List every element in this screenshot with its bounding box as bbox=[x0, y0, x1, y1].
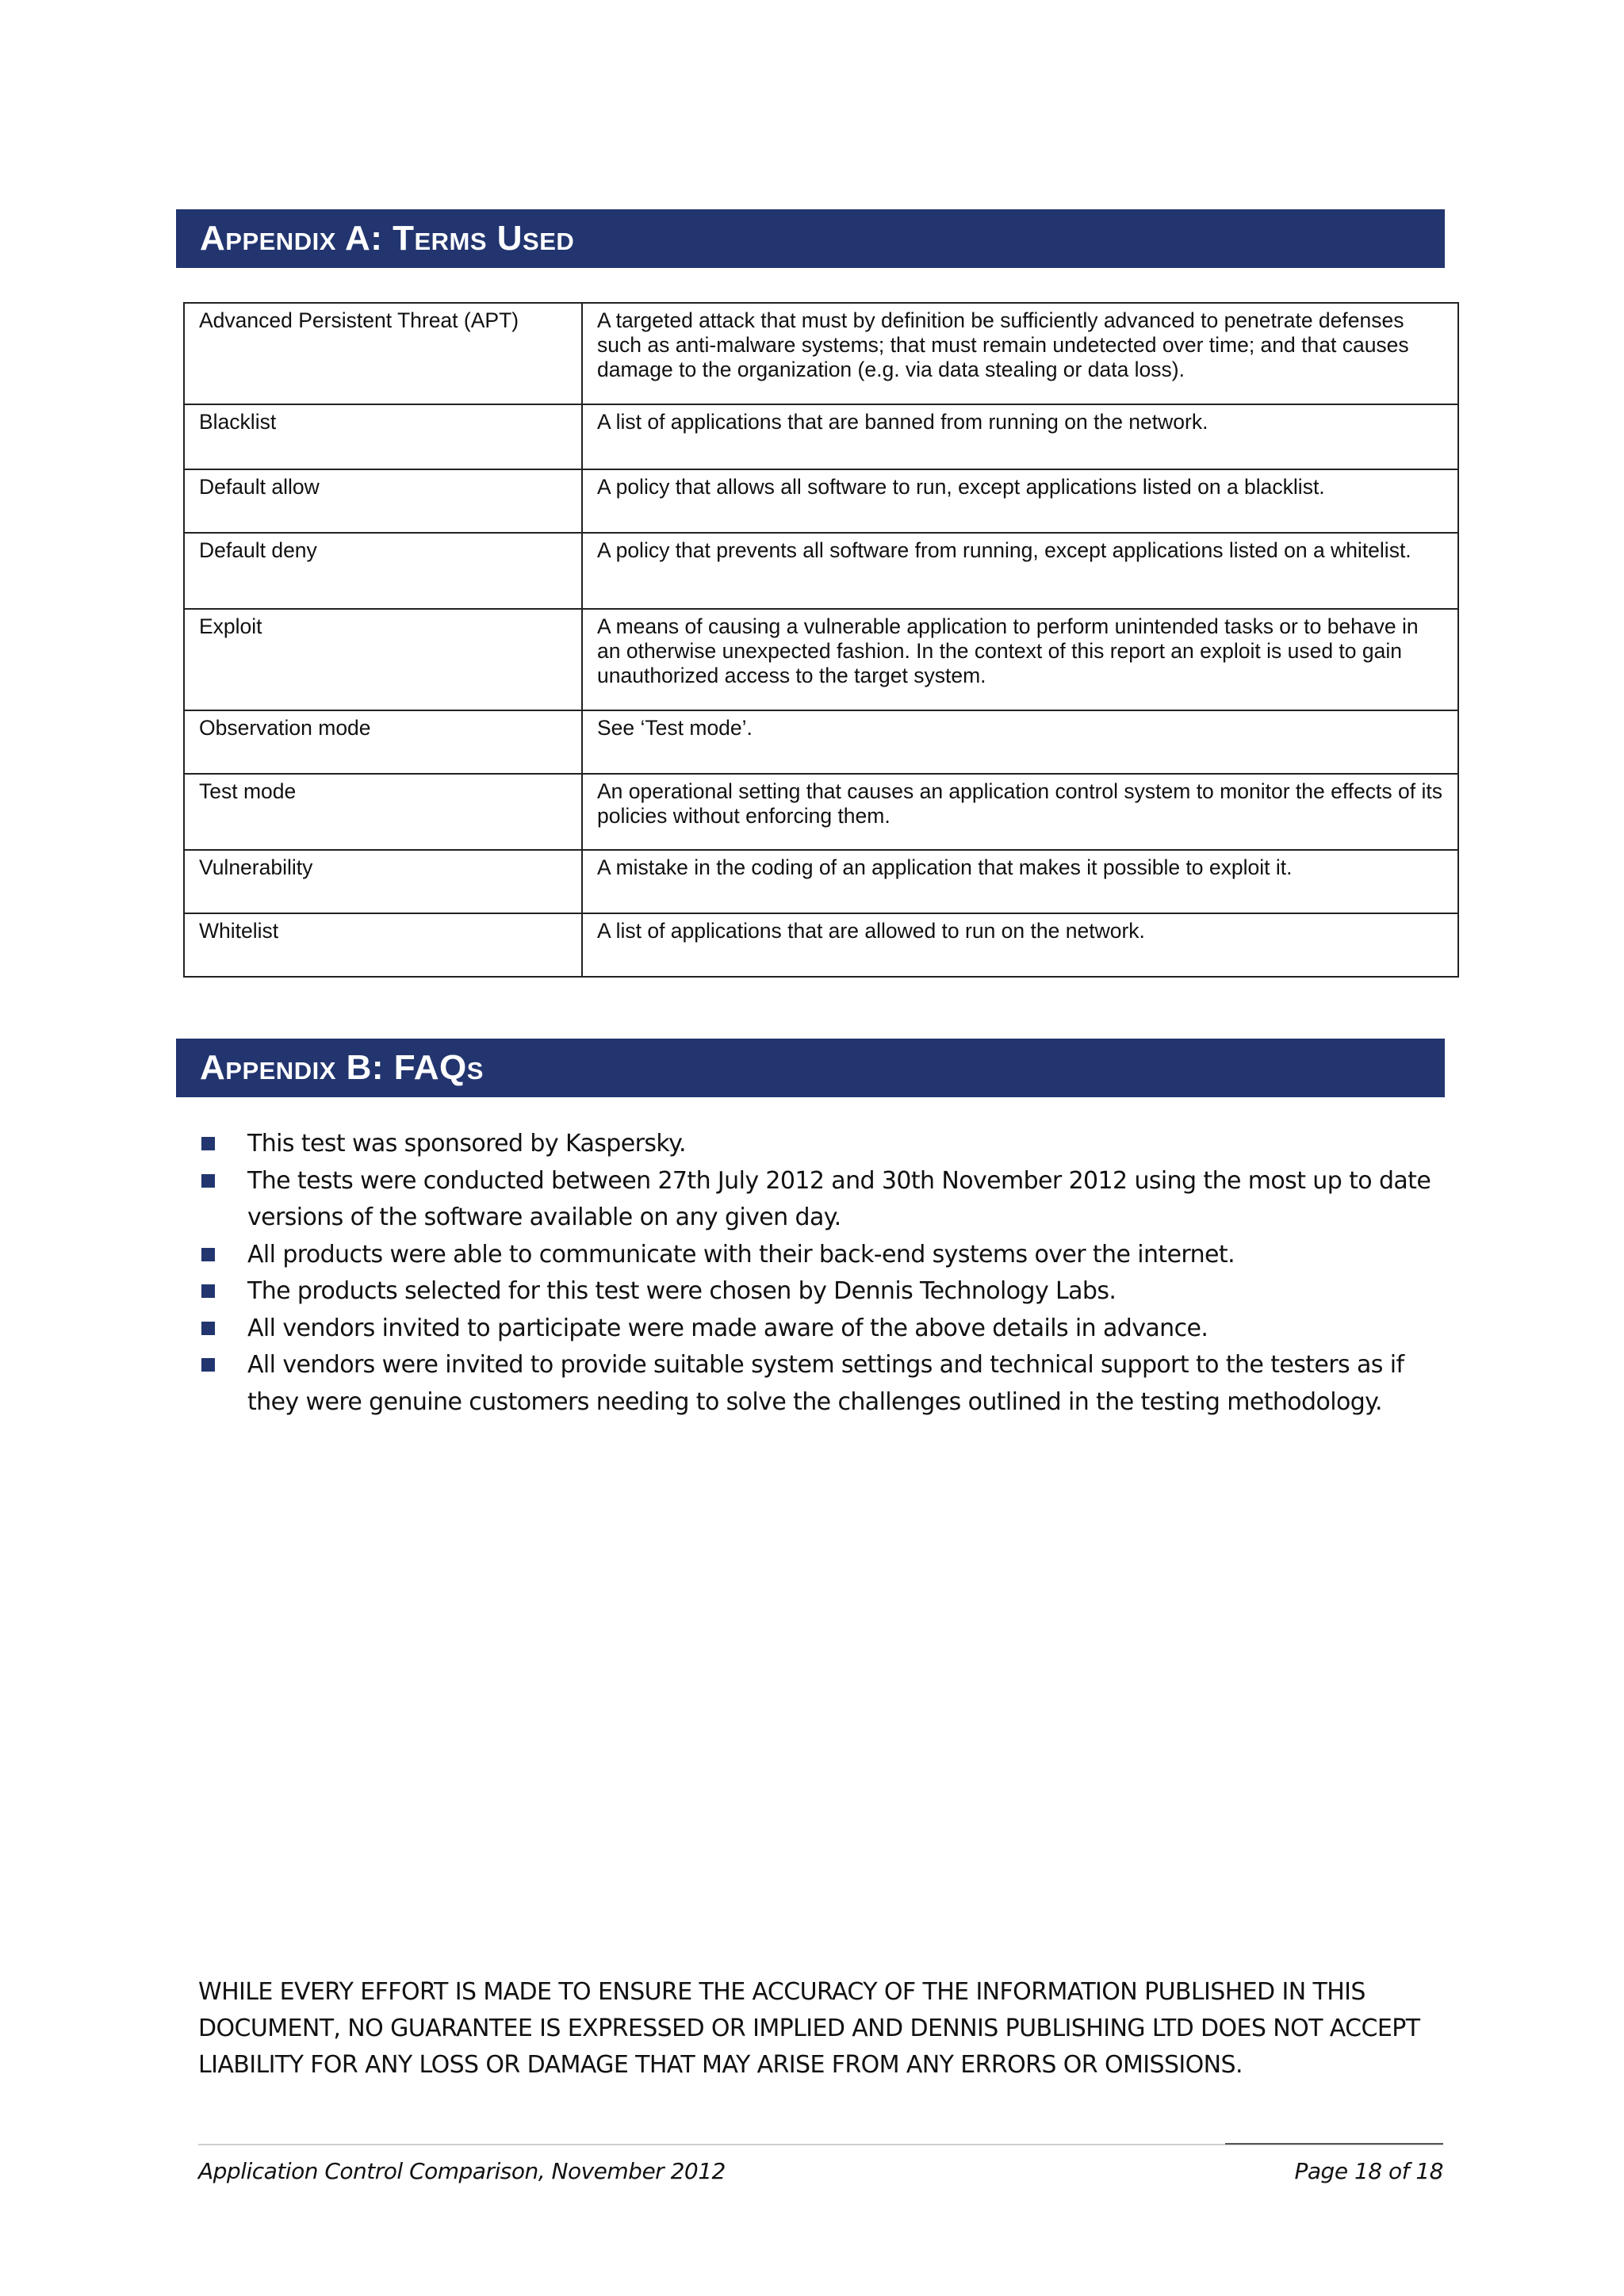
table-row bbox=[184, 850, 1458, 913]
faq-text: The products selected for this test were chosen by Dennis Technology Labs. bbox=[247, 1277, 1116, 1305]
table-row bbox=[184, 710, 1458, 774]
list-item bbox=[198, 1237, 1451, 1274]
definition-cell: A targeted attack that must by definition be sufficiently advanced to penetrate defenses such as anti-malware systems; that must remain undetected over time; and that causes damage to the organization (e.g. via data stealing or data loss). bbox=[582, 303, 1458, 404]
definition-cell: A means of causing a vulnerable application to perform unintended tasks or to behave in an otherwise unexpected fashion. In the context of this report an exploit is used to gain unauthorized access to the target system. bbox=[582, 609, 1458, 710]
term-cell: Vulnerability bbox=[184, 850, 582, 913]
faq-text: All vendors were invited to provide suitable system settings and technical support to the testers as if they were genuine customers needing to solve the challenges outlined in the testing methodology. bbox=[247, 1351, 1404, 1416]
disclaimer: WHILE EVERY EFFORT IS MADE TO ENSURE THE ACCURACY OF THE INFORMATION PUBLISHED IN THIS DOCUMENT, NO GUARANTEE IS EXPRESSED OR IMPLIED AND DENNIS PUBLISHING LTD DOES NOT ACCEPT LIABILITY FOR ANY LOSS OR DAMAGE THAT MAY ARISE FROM ANY ERRORS OR OMISSIONS. bbox=[198, 1978, 1420, 2079]
table-row bbox=[184, 533, 1458, 609]
term-cell: Test mode bbox=[184, 774, 582, 850]
faq-text: All products were able to communicate with their back-end systems over the internet. bbox=[247, 1240, 1235, 1269]
square-bullet-icon bbox=[201, 1284, 215, 1298]
term-cell: Blacklist bbox=[184, 404, 582, 469]
definition-cell: A policy that prevents all software from running, except applications listed on a whitelist. bbox=[582, 533, 1458, 609]
footer-document-title: Application Control Comparison, November 2012 bbox=[198, 2158, 726, 2184]
list-item bbox=[198, 1126, 1451, 1163]
table-row bbox=[184, 913, 1458, 977]
list-item bbox=[198, 1347, 1451, 1421]
table-row bbox=[184, 303, 1458, 404]
term-cell: Default deny bbox=[184, 533, 582, 609]
terms-table bbox=[183, 302, 1459, 978]
term-cell: Exploit bbox=[184, 609, 582, 710]
table-row bbox=[184, 469, 1458, 533]
footer-divider-accent bbox=[1225, 2143, 1443, 2145]
table-row bbox=[184, 774, 1458, 850]
faq-list bbox=[198, 1126, 1451, 1421]
appendix-b-heading bbox=[176, 1039, 1445, 1097]
faq-text: All vendors invited to participate were made aware of the above details in advance. bbox=[247, 1314, 1208, 1342]
table-row bbox=[184, 404, 1458, 469]
square-bullet-icon bbox=[201, 1248, 215, 1261]
term-cell: Whitelist bbox=[184, 913, 582, 977]
faq-text: The tests were conducted between 27th July 2012 and 30th November 2012 using the most up to date versions of the software available on any given day. bbox=[247, 1166, 1431, 1231]
square-bullet-icon bbox=[201, 1174, 215, 1188]
footer-page-number: Page 18 of 18 bbox=[1294, 2158, 1443, 2184]
term-cell: Advanced Persistent Threat (APT) bbox=[184, 303, 582, 404]
definition-cell: See ‘Test mode’. bbox=[582, 710, 1458, 774]
faq-text: This test was sponsored by Kaspersky. bbox=[247, 1130, 686, 1158]
list-item bbox=[198, 1163, 1451, 1237]
definition-cell: A policy that allows all software to run, except applications listed on a blacklist. bbox=[582, 469, 1458, 533]
table-row bbox=[184, 609, 1458, 710]
term-cell: Observation mode bbox=[184, 710, 582, 774]
definition-cell: An operational setting that causes an application control system to monitor the effects of its policies without enforcing them. bbox=[582, 774, 1458, 850]
square-bullet-icon bbox=[201, 1358, 215, 1372]
definition-cell: A list of applications that are allowed to run on the network. bbox=[582, 913, 1458, 977]
definition-cell: A list of applications that are banned from running on the network. bbox=[582, 404, 1458, 469]
square-bullet-icon bbox=[201, 1137, 215, 1150]
term-cell: Default allow bbox=[184, 469, 582, 533]
list-item bbox=[198, 1273, 1451, 1311]
appendix-a-title: Appendix A: Terms Used bbox=[200, 219, 575, 258]
square-bullet-icon bbox=[201, 1322, 215, 1335]
definition-cell: A mistake in the coding of an application that makes it possible to exploit it. bbox=[582, 850, 1458, 913]
list-item bbox=[198, 1311, 1451, 1348]
appendix-a-heading bbox=[176, 209, 1445, 268]
appendix-b-title: Appendix B: FAQs bbox=[200, 1048, 484, 1087]
